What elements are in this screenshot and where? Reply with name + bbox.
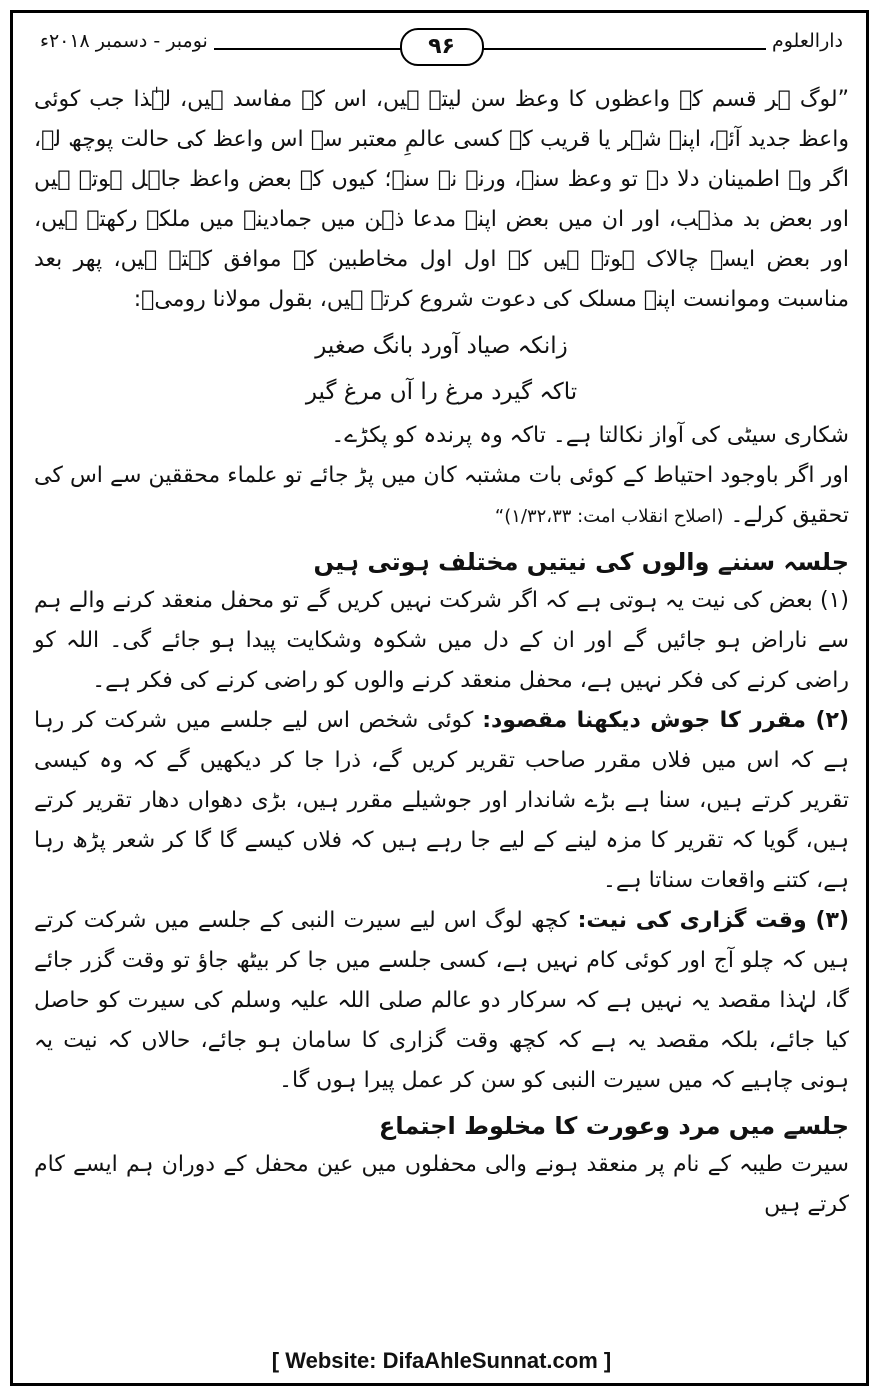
poem-line-1: زانکہ صیاد آورد بانگ صغیر	[315, 333, 568, 359]
reference-citation: (اصلاح انقلاب امت: ۱/۳۲،۳۳)“	[494, 506, 724, 527]
point-2-text: کوئی شخص اس لیے جلسے میں شرکت کر رہا ہے کہ اس میں فلاں مقرر صاحب تقریر کریں گے، ذرا جا کر دیکھیں گے کہ وہ کیسی تقریر کرتے ہیں، سنا ہے بڑے شاندار اور جوشیلے مقرر ہیں، بڑی دھواں دھار تقریر کرتے ہیں، گویا کہ تقریر کا مزہ لینے کے لیے جا رہے ہیں کہ فلاں کیسے گا گا کر شعر پڑھ رہا ہے، کتنے واقعات سناتا ہے۔	[34, 708, 849, 893]
article-body	[34, 80, 849, 1225]
point-3-label: (۳) وقت گزاری کی نیت:	[577, 908, 849, 933]
journal-title: دارالعلوم	[766, 30, 849, 52]
website-footer: [ Website: DifaAhleSunnat.com ]	[271, 1348, 612, 1373]
point-2	[34, 701, 849, 901]
section-heading-intentions: جلسہ سننے والوں کی نیتیں مختلف ہوتی ہیں	[313, 548, 849, 576]
caution-text: اور اگر باوجود احتیاط کے کوئی بات مشتبہ کان میں پڑ جائے تو علماء محققین سے اس کی تحقیق کرلے۔	[34, 463, 849, 528]
issue-date: نومبر - دسمبر ۲۰۱۸ء	[34, 30, 214, 52]
point-3	[34, 901, 849, 1101]
page-header	[34, 28, 849, 68]
poem-translation: شکاری سیٹی کی آواز نکالتا ہے۔ تاکہ وہ پرندہ کو پکڑے۔	[331, 423, 849, 448]
section-heading-mixed-gathering: جلسے میں مرد وعورت کا مخلوط اجتماع	[378, 1112, 849, 1140]
poem-line-2: تاکہ گیرد مرغ را آں مرغ گیر	[305, 379, 578, 405]
quote-paragraph: ”لوگ ہر قسم کے واعظوں کا وعظ سن لیتے ہیں، اس کے مفاسد ہیں، لہٰذا جب کوئی واعظ جدید آئے، اپنے شہر یا قریب کے کسی عالمِ معتبر سے اس واعظ کی حالت پوچھ لے، اگر وہ اطمینان دلا دے تو وعظ سنے، ورنہ نہ سنے؛ کیوں کہ بعض واعظ جاہل ہوتے ہیں اور بعض بد مذہب، اور ان میں بعض اپنے مدعا ذہن میں جمادینے میں ملکہ رکھتے ہیں، اور بعض ایسے چالاک ہوتے ہیں کہ اول اول مخاطبین کے موافق کہتے ہیں، پھر بعد مناسبت وموانست اپنے مسلک کی دعوت شروع کرتے ہیں، بقول مولانا رومیؒ:	[34, 87, 849, 312]
point-2-label: (۲) مقرر کا جوش دیکھنا مقصود:	[482, 708, 849, 733]
closing-paragraph: سیرت طیبہ کے نام پر منعقد ہونے والی محفلوں میں عین محفل کے دوران ہم ایسے کام کرتے ہیں	[34, 1152, 849, 1217]
point-3-text: کچھ لوگ اس لیے سیرت النبی کے جلسے میں شرکت کرتے ہیں کہ چلو آج اور کوئی کام نہیں ہے، کسی جلسے میں جا کر بیٹھ جاؤ تو وقت گزر جائے گا، لہٰذا مقصد یہ نہیں ہے کہ سرکار دو عالم صلی اللہ علیہ وسلم کی سیرت کو حاصل کیا جائے، بلکہ مقصد یہ ہے کہ کچھ وقت گزاری کا سامان ہو جائے، حالاں کہ نیت یہ ہونی چاہیے کہ میں سیرت النبی کو سن کر عمل پیرا ہوں گا۔	[34, 908, 849, 1093]
point-1: (۱) بعض کی نیت یہ ہوتی ہے کہ اگر شرکت نہیں کریں گے تو محفل منعقد کرنے والے ہم سے ناراض ہو جائیں گے اور ان کے دل میں شکوہ وشکایت پیدا ہو جائے گی۔ اللہ کو راضی کرنے کی فکر نہیں ہے، محفل منعقد کرنے والوں کو راضی کرنے کی فکر ہے۔	[34, 588, 849, 693]
caution-paragraph	[34, 456, 849, 537]
page-number: ۹۶	[400, 28, 484, 66]
